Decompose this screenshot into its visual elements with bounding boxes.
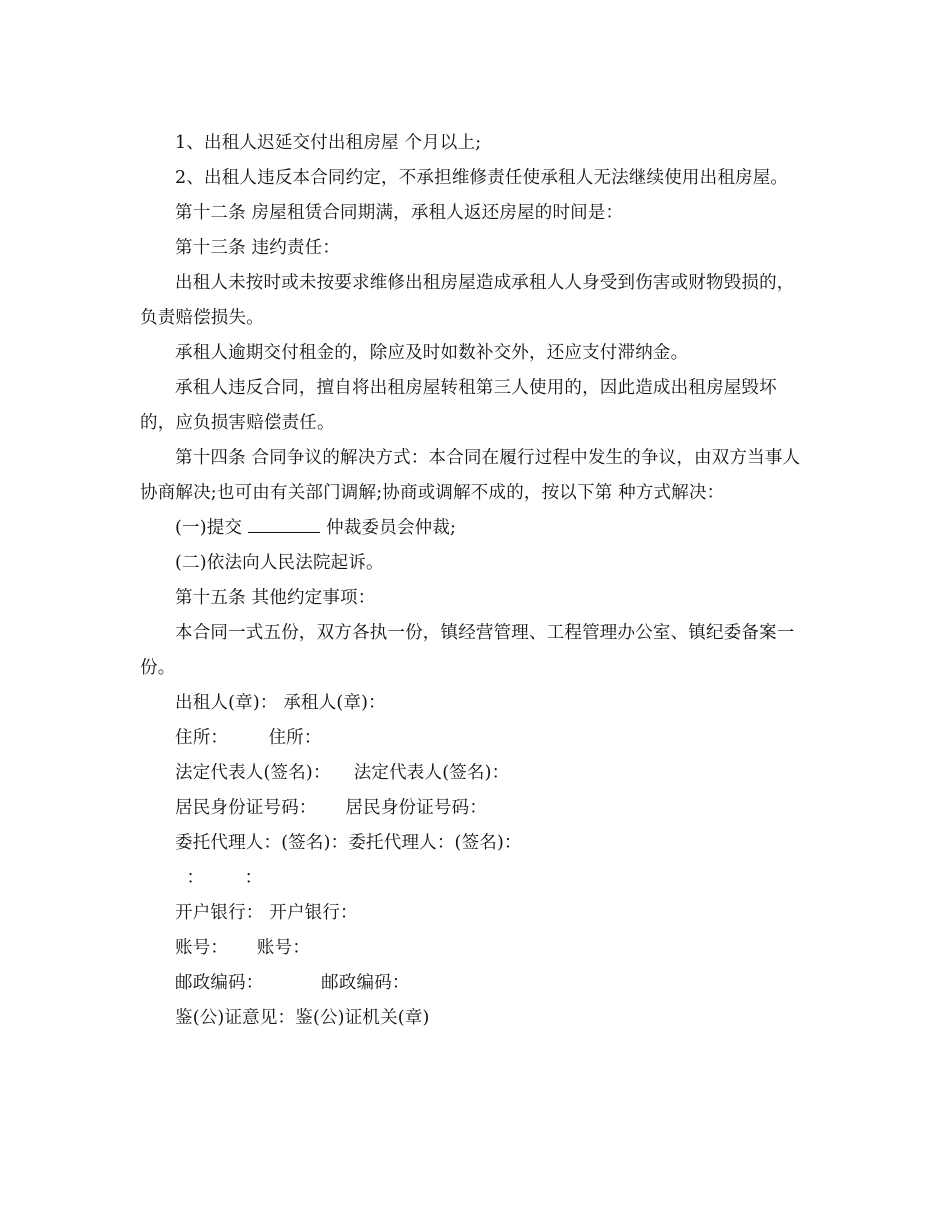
signature-legal-rep: 法定代表人(签名)： 法定代表人(签名)：: [175, 763, 510, 783]
article-13-heading: 第十三条 违约责任：: [175, 238, 341, 258]
signature-postcode: 邮政编码： 邮政编码：: [175, 973, 410, 993]
signature-account: 账号： 账号：: [175, 938, 311, 958]
signature-id-number: 居民身份证号码： 居民身份证号码：: [175, 798, 488, 818]
signature-parties: 出租人(章)： 承租人(章)：: [175, 693, 386, 713]
signature-address: 住所： 住所：: [175, 728, 322, 748]
document-body: [140, 126, 810, 1036]
signature-agent: 委托代理人：(签名)：委托代理人：(签名)：: [175, 833, 522, 853]
signature-bank: 开户银行： 开户银行：: [175, 903, 358, 923]
arbitration-option: [140, 511, 810, 546]
arbitration-blank: [248, 516, 320, 533]
clause-line-1: 1、出租人迟延交付出租房屋 个月以上;: [175, 133, 482, 153]
copies-clause: 本合同一式五份，双方各执一份，镇经营管理、工程管理办公室、镇纪委备案一份。: [140, 623, 795, 678]
litigation-option: (二)依法向人民法院起诉。: [175, 553, 384, 573]
arbitration-suffix: 仲裁委员会仲裁;: [326, 518, 457, 538]
liability-late-rent: 承租人逾期交付租金的，除应及时如数补交外，还应支付滞纳金。: [175, 343, 689, 363]
arbitration-prefix: (一)提交: [175, 518, 243, 538]
liability-sublease: 承租人违反合同，擅自将出租房屋转租第三人使用的，因此造成出租房屋毁坏的，应负损害赔偿责任。: [140, 378, 777, 433]
signature-colons: ： ：: [175, 868, 263, 888]
article-14: 第十四条 合同争议的解决方式：本合同在履行过程中发生的争议，由双方当事人协商解决;也可由有关部门调解;协商或调解不成的，按以下第 种方式解决：: [140, 448, 801, 503]
article-15-heading: 第十五条 其他约定事项：: [175, 588, 376, 608]
notary-opinion: 鉴(公)证意见：鉴(公)证机关(章): [175, 1008, 430, 1028]
article-12: 第十二条 房屋租赁合同期满，承租人返还房屋的时间是：: [175, 203, 624, 223]
clause-line-2: 2、出租人违反本合同约定，不承担维修责任使承租人无法继续使用出租房屋。: [175, 168, 789, 188]
liability-lessor: 出租人未按时或未按要求维修出租房屋造成承租人人身受到伤害或财物毁损的，负责赔偿损失。: [140, 273, 795, 328]
